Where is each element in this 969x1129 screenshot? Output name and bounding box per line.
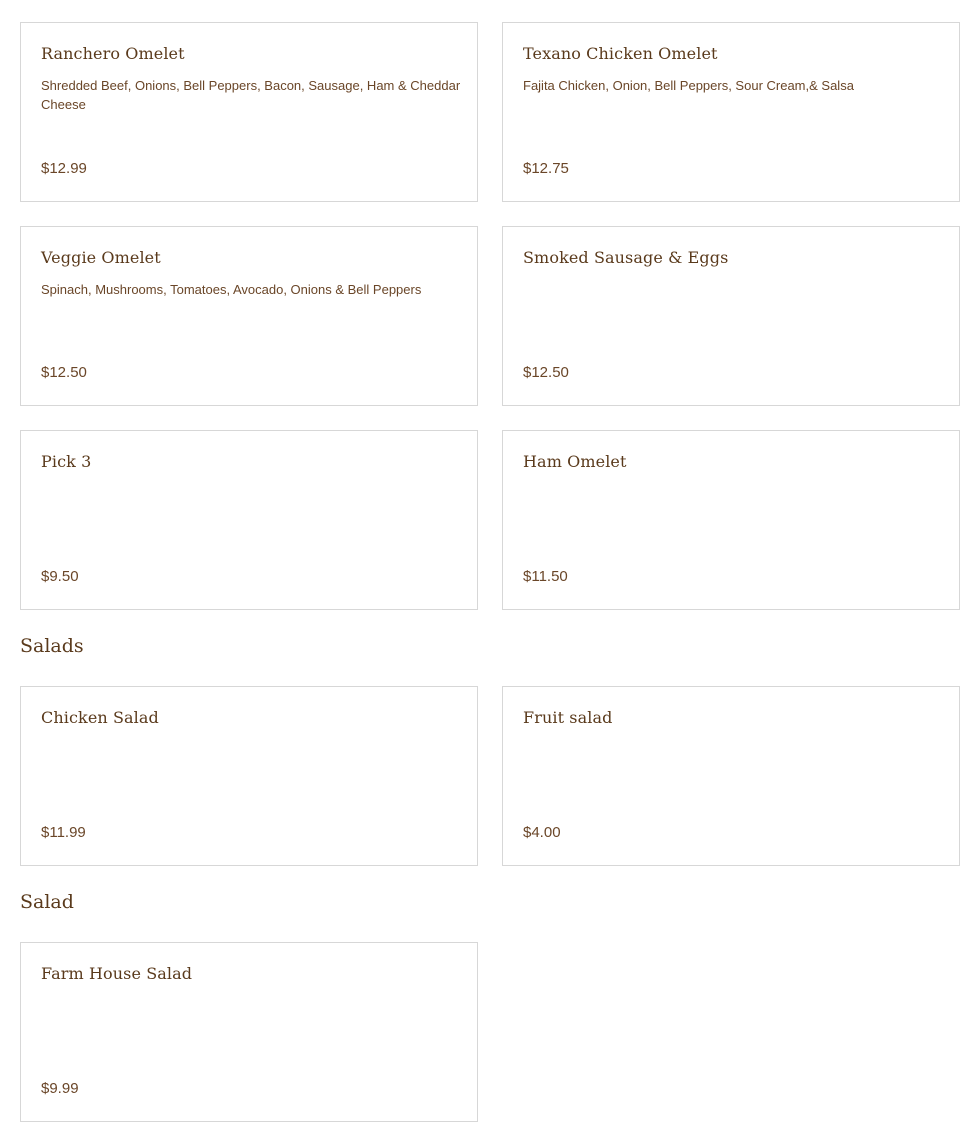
menu-item-card[interactable] — [20, 430, 478, 610]
menu-item-price: $11.50 — [523, 568, 568, 585]
menu-item-price: $4.00 — [523, 824, 561, 841]
menu-item-name: Pick 3 — [41, 452, 92, 471]
menu-item-price: $12.99 — [41, 160, 87, 177]
section-title-salad: Salad — [20, 891, 74, 913]
menu-item-price: $12.50 — [41, 364, 87, 381]
menu-item-card[interactable] — [502, 686, 960, 866]
menu-item-name: Smoked Sausage & Eggs — [523, 248, 729, 267]
menu-item-card[interactable] — [20, 22, 478, 202]
menu-item-card[interactable] — [20, 942, 478, 1122]
menu-item-name: Texano Chicken Omelet — [523, 44, 718, 63]
menu-item-price: $9.50 — [41, 568, 79, 585]
menu-item-price: $11.99 — [41, 824, 86, 841]
menu-item-description: Spinach, Mushrooms, Tomatoes, Avocado, Onions & Bell Peppers — [41, 282, 422, 297]
menu-item-description: Fajita Chicken, Onion, Bell Peppers, Sour Cream,& Salsa — [523, 78, 854, 93]
menu-item-name: Ham Omelet — [523, 452, 627, 471]
menu-item-price: $12.75 — [523, 160, 569, 177]
menu-item-name: Fruit salad — [523, 708, 613, 727]
menu-item-name: Ranchero Omelet — [41, 44, 185, 63]
menu-item-card[interactable] — [502, 22, 960, 202]
menu-item-price: $12.50 — [523, 364, 569, 381]
menu-item-price: $9.99 — [41, 1080, 79, 1097]
menu-item-card[interactable] — [20, 226, 478, 406]
menu-item-name: Farm House Salad — [41, 964, 193, 983]
menu-item-name: Veggie Omelet — [41, 248, 161, 267]
menu-item-name: Chicken Salad — [41, 708, 159, 727]
menu-item-card[interactable] — [502, 226, 960, 406]
section-title-salads: Salads — [20, 635, 84, 657]
menu-item-card[interactable] — [20, 686, 478, 866]
menu-item-card[interactable] — [502, 430, 960, 610]
menu-item-description: Shredded Beef, Onions, Bell Peppers, Bacon, Sausage, Ham & Cheddar Cheese — [41, 78, 461, 112]
